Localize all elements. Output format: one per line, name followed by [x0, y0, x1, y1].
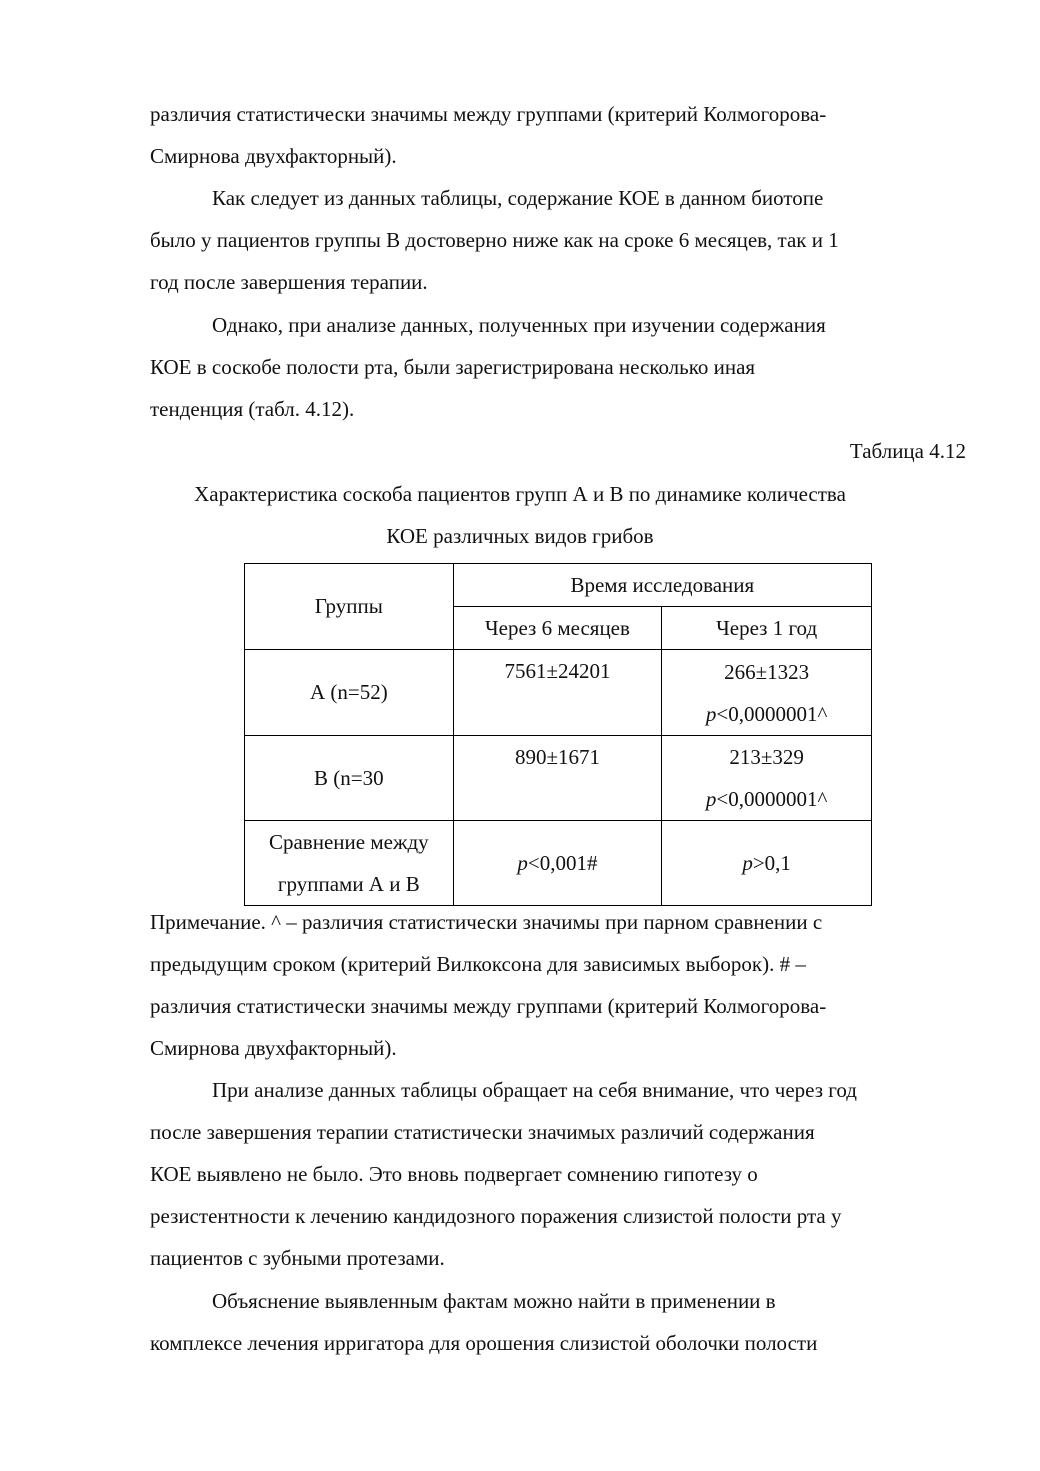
- text-line: Объяснение выявленным фактам можно найти в применении в: [212, 1289, 776, 1313]
- cell-comparison-6m: p<0,001#: [453, 821, 662, 906]
- header-groups: Группы: [245, 564, 454, 650]
- text-line: было у пациентов группы В достоверно ниже как на сроке 6 месяцев, так и 1: [150, 228, 839, 252]
- text-line: Как следует из данных таблицы, содержание КОЕ в данном биотопе: [212, 186, 824, 210]
- text-line: различия статистически значимы между группами (критерий Колмогорова-: [150, 102, 827, 126]
- note-line: Примечание. ^ – различия статистически значимы при парном сравнении с: [150, 910, 823, 934]
- note-line: различия статистически значимы между группами (критерий Колмогорова-: [150, 994, 827, 1018]
- text-line: Однако, при анализе данных, полученных при изучении содержания: [212, 313, 826, 337]
- text-line: КОЕ в соскобе полости рта, были зарегистрирована несколько иная: [150, 355, 756, 379]
- cell-b-6m: 890±1671: [453, 736, 662, 821]
- text-line: КОЕ выявлено не было. Это вновь подвергает сомнению гипотезу о: [150, 1162, 758, 1186]
- note-line: Смирнова двухфакторный).: [150, 1036, 397, 1060]
- text-line: после завершения терапии статистически значимых различий содержания: [150, 1120, 815, 1144]
- row-label-comparison: Сравнение между группами А и В: [245, 821, 454, 906]
- header-1-year: Через 1 год: [662, 607, 872, 650]
- text-line: год после завершения терапии.: [150, 270, 428, 294]
- note-line: предыдущим сроком (критерий Вилкоксона для зависимых выборок). # –: [150, 952, 806, 976]
- text-line: При анализе данных таблицы обращает на себя внимание, что через год: [212, 1078, 857, 1102]
- table-title: Характеристика соскоба пациентов групп А и В по динамике количества: [194, 482, 846, 506]
- cell-a-1y: 266±1323 p<0,0000001^: [662, 650, 872, 736]
- table-title: КОЕ различных видов грибов: [386, 524, 654, 548]
- data-table: [244, 563, 872, 906]
- text-line: комплексе лечения ирригатора для орошения слизистой оболочки полости: [150, 1331, 818, 1355]
- cell-comparison-1y: p>0,1: [662, 821, 872, 906]
- header-6-months: Через 6 месяцев: [453, 607, 662, 650]
- row-label-a: А (n=52): [245, 650, 454, 736]
- header-time: Время исследования: [453, 564, 871, 607]
- cell-a-6m: 7561±24201: [453, 650, 662, 736]
- table-label: Таблица 4.12: [849, 439, 966, 463]
- text-line: тенденция (табл. 4.12).: [150, 397, 355, 421]
- text-line: резистентности к лечению кандидозного поражения слизистой полости рта у: [150, 1204, 842, 1228]
- text-line: пациентов с зубными протезами.: [150, 1246, 445, 1270]
- row-label-b: В (n=30: [245, 736, 454, 821]
- text-line: Смирнова двухфакторный).: [150, 144, 397, 168]
- cell-b-1y: 213±329 p<0,0000001^: [662, 736, 872, 821]
